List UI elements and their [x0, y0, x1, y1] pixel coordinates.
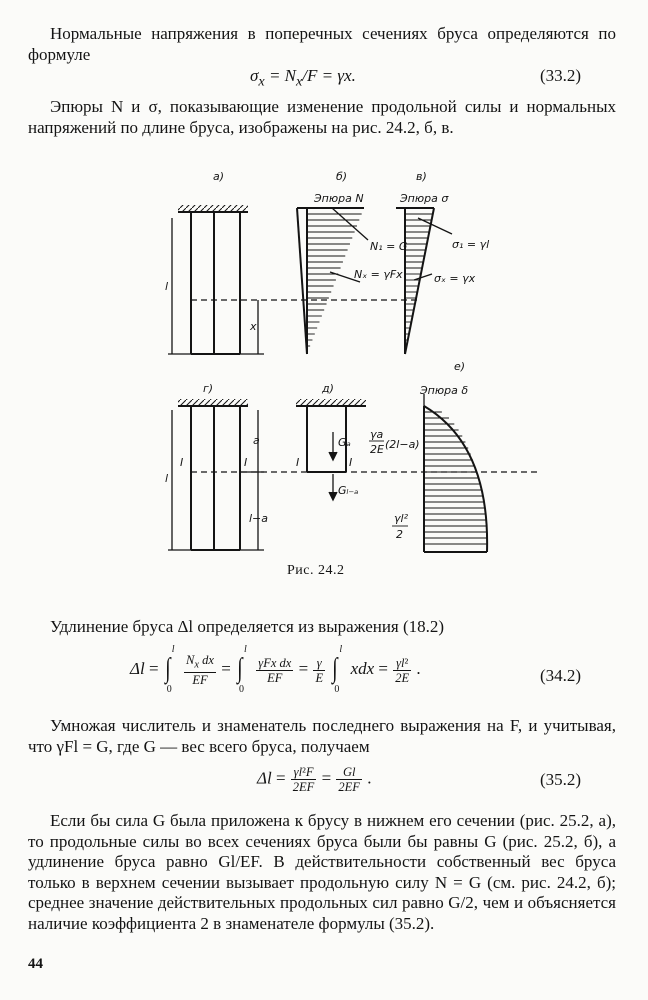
- label-a-dim: a: [253, 434, 260, 447]
- label-ann1-rest: (2l−a): [385, 438, 420, 451]
- label-Gla: Gₗ₋ₐ: [338, 484, 359, 497]
- equation-number-33-2: (33.2): [540, 66, 582, 85]
- paragraph-5: Если бы сила G была приложена к брусу в нижнем его сечении (рис. 25.2, а), то продольные силы во всех сечениях бруса были бы равны G (рис. 25.2, б), а удлинение бруса равно Gl/EF. В действительности собственный вес бруса только в верхнем сечении вызывает продольную силу N = G (см. рис. 24.2, б); среднее значение действительных продольных сил равно G/2, чем и объясняется наличие коэффициента 2 в знаменателе формулы (35.2).: [28, 811, 616, 933]
- panel-g-bar: [168, 399, 540, 550]
- label-ann1-num: γa: [370, 428, 384, 441]
- panel-e-epure-delta: [424, 394, 487, 552]
- equation-number-34-2: (34.2): [540, 666, 582, 685]
- label-ann2-num: γl²: [394, 512, 408, 525]
- label-b: б): [336, 170, 348, 183]
- paragraph-3: Удлинение бруса Δl определяется из выражения (18.2): [50, 617, 445, 636]
- figure-24-2: [0, 160, 648, 580]
- label-sigma1: σ₁ = γl: [452, 238, 490, 251]
- label-section-I-4: I: [349, 456, 353, 469]
- label-v: в): [416, 170, 427, 183]
- label-section-I-3: I: [296, 456, 300, 469]
- label-epure-N: Эпюра N: [314, 192, 364, 205]
- equation-34-2: Δl = ∫ l 0 $\frac{N_x dx}{EF}$ = ∫ l 0 $\frac{\text{γFx dx}}{EF}$ = $\frac{\gamma}{E}$ ∫ l 0 xdx = $\frac{\text{γl²}}{2E}$ .: [130, 644, 421, 695]
- label-sigmax: σₓ = γx: [434, 272, 476, 285]
- label-section-I-2: I: [244, 456, 248, 469]
- figure-caption: Рис. 24.2: [287, 563, 345, 578]
- equation-number-35-2: (35.2): [540, 770, 582, 789]
- equation-33-2: $\sigma_x = N_x/F = \gamma x$.: [250, 66, 356, 90]
- label-ann1-den: 2E: [370, 443, 384, 456]
- equation-35-2: Δl = $\frac{\text{γl²F}}{2EF}$ = $\frac{Gl}{2EF}$ .: [257, 765, 372, 794]
- label-epure-sigma: Эпюра σ: [400, 192, 449, 205]
- label-Nx: Nₓ = γFx: [354, 268, 403, 281]
- label-epure-delta: Эпюра δ: [420, 384, 469, 397]
- panel-b-epure-N: [297, 208, 368, 354]
- paragraph-2: Эпюры N и σ, показывающие изменение продольной силы и нормальных напряжений по длине бруса, изображены на рис. 24.2, б, в.: [28, 97, 616, 137]
- label-g: г): [203, 382, 214, 395]
- label-l-top: l: [165, 280, 169, 293]
- page-number: 44: [28, 956, 43, 972]
- label-e: е): [454, 360, 466, 373]
- label-x-top: x: [250, 320, 257, 333]
- paragraph-4: Умножая числитель и знаменатель последнего выражения на F, и учитывая, что γFl = G, где G — вес всего бруса, получаем: [28, 716, 616, 756]
- label-l-bottom: l: [165, 472, 169, 485]
- label-l-minus-a: l−a: [249, 512, 269, 525]
- paragraph-1: Нормальные напряжения в поперечных сечениях бруса определяются по формуле: [28, 24, 616, 64]
- label-a: a): [213, 170, 225, 183]
- label-N1: N₁ = G: [370, 240, 408, 253]
- label-d: д): [322, 382, 334, 395]
- label-ann2-den: 2: [396, 528, 403, 541]
- label-Ga: Gₐ: [338, 436, 351, 449]
- label-section-I-1: I: [180, 456, 184, 469]
